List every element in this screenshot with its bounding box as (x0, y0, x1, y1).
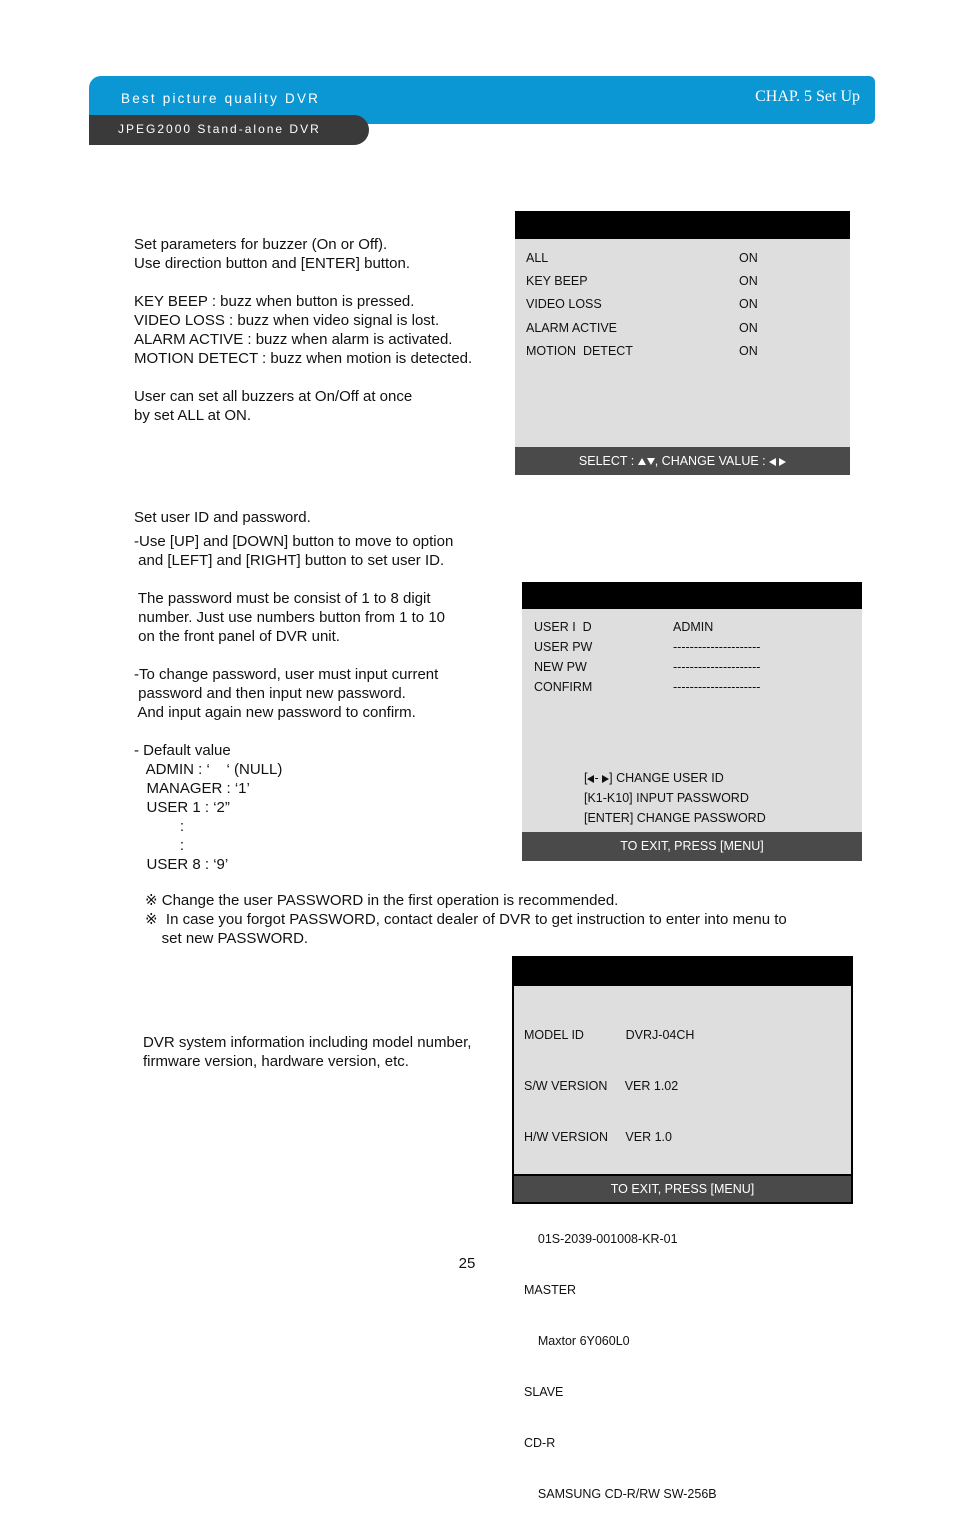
text-line: -Use [UP] and [DOWN] button to move to option (134, 533, 454, 550)
text-line: Use direction button and [ENTER] button. (134, 255, 410, 272)
osd-row-new-pw: NEW PW (534, 660, 587, 674)
text-line: number. Just use numbers button from 1 to 10 (134, 609, 446, 626)
text-line: MOTION DETECT : buzz when motion is detected. (134, 350, 473, 367)
text-line: Set parameters for buzzer (On or Off). (134, 236, 388, 253)
osd-value-user-pw: --------------------- (673, 640, 761, 654)
info-row-master-value: Maxtor 6Y060L0 (524, 1334, 630, 1348)
header-title: Best picture quality DVR (121, 91, 321, 106)
text-line: firmware version, hardware version, etc. (143, 1053, 409, 1070)
text-line: Set user ID and password. (134, 509, 311, 526)
text-line: - Default value (134, 742, 231, 759)
osd-value-key-beep: ON (739, 274, 758, 288)
osd-title-bar (522, 582, 862, 609)
text-line: ADMIN : ‘ ‘ (NULL) (134, 761, 283, 778)
text-line: USER 8 : ‘9’ (134, 856, 229, 873)
note-line: ※ Change the user PASSWORD in the first operation is recommended. (145, 892, 619, 909)
password-notes (145, 891, 787, 948)
text-line: : (134, 818, 185, 835)
arrow-left-icon (587, 775, 594, 783)
arrow-up-icon (638, 458, 646, 465)
text-line: VIDEO LOSS : buzz when video signal is lost. (134, 312, 440, 329)
osd-title-bar (515, 211, 850, 239)
text-line (134, 273, 472, 292)
osd-value-new-pw: --------------------- (673, 660, 761, 674)
osd-row-alarm-active: ALARM ACTIVE (526, 321, 617, 335)
text-line: The password must be consist of 1 to 8 digit (134, 590, 431, 607)
osd-row-user-pw: USER PW (534, 640, 593, 654)
osd-value-motion-detect: ON (739, 344, 758, 358)
chapter-label: CHAP. 5 Set Up (755, 88, 860, 105)
page-number: 25 (458, 1255, 476, 1272)
text-line (134, 646, 453, 665)
text-line: and [LEFT] and [RIGHT] button to set user ID. (134, 552, 445, 569)
password-osd-screen (522, 582, 862, 861)
osd-help-change-user: [ - ] CHANGE USER ID (584, 771, 724, 785)
osd-row-motion-detect: MOTION DETECT (526, 344, 633, 358)
info-row-cdr-value: SAMSUNG CD-R/RW SW-256B (524, 1487, 717, 1501)
text-line: User can set all buzzers at On/Off at once (134, 388, 413, 405)
text-line: : (134, 837, 185, 854)
arrow-down-icon (647, 458, 655, 465)
text-line: MANAGER : ‘1’ (134, 780, 250, 797)
text-line: password and then input new password. (134, 685, 406, 702)
osd-footer: TO EXIT, PRESS [MENU] (522, 832, 862, 861)
note-line: set new PASSWORD. (145, 930, 309, 947)
info-row-cdr: CD-R (524, 1436, 556, 1450)
info-row-master: MASTER (524, 1283, 577, 1297)
info-row-slave: SLAVE (524, 1385, 564, 1399)
osd-help-input-password: [K1-K10] INPUT PASSWORD (584, 791, 749, 805)
info-row-model-id: MODEL ID DVRJ-04CH (524, 1028, 695, 1042)
info-row-sw-version: S/W VERSION VER 1.02 (524, 1079, 679, 1093)
footer-change-label: , CHANGE VALUE : (654, 454, 770, 468)
text-line: on the front panel of DVR unit. (134, 628, 340, 645)
text-line: by set ALL at ON. (134, 407, 252, 424)
text-line (134, 722, 453, 741)
osd-value-confirm: --------------------- (673, 680, 761, 694)
osd-footer (515, 447, 850, 475)
footer-select-label: SELECT : (578, 454, 638, 468)
arrow-left-icon (769, 458, 776, 466)
text-line (134, 570, 453, 589)
info-row-hw-version: H/W VERSION VER 1.0 (524, 1130, 672, 1144)
text-line: -To change password, user must input current (134, 666, 439, 683)
info-description (143, 1033, 471, 1071)
buzzer-osd-screen (515, 211, 850, 475)
osd-row-user-id: USER I D (534, 620, 592, 634)
info-row-product-id-value: 01S-2039-001008-KR-01 (524, 1232, 678, 1246)
osd-value-alarm-active: ON (739, 321, 758, 335)
text-line: USER 1 : ‘2” (134, 799, 230, 816)
password-description (134, 532, 453, 874)
osd-row-confirm: CONFIRM (534, 680, 593, 694)
osd-row-video-loss: VIDEO LOSS (526, 297, 602, 311)
osd-footer: TO EXIT, PRESS [MENU] (514, 1176, 851, 1202)
text-line (134, 368, 472, 387)
text-line: DVR system information including model number, (143, 1034, 472, 1051)
osd-row-all: ALL (526, 251, 549, 265)
osd-help-enter: [ENTER] CHANGE PASSWORD (584, 811, 766, 825)
osd-value-user-id: ADMIN (673, 620, 714, 634)
buzzer-description (134, 235, 472, 425)
info-osd-screen (512, 956, 853, 1501)
osd-value-video-loss: ON (739, 297, 758, 311)
text-line: And input again new password to confirm. (134, 704, 416, 721)
arrow-right-icon (779, 458, 786, 466)
text-line: KEY BEEP : buzz when button is pressed. (134, 293, 415, 310)
header-subtitle: JPEG2000 Stand-alone DVR (118, 122, 321, 136)
password-intro (134, 508, 311, 527)
osd-value-all: ON (739, 251, 758, 265)
text-line: ALARM ACTIVE : buzz when alarm is activated. (134, 331, 453, 348)
osd-row-key-beep: KEY BEEP (526, 274, 588, 288)
note-line: ※ In case you forgot PASSWORD, contact dealer of DVR to get instruction to enter into menu to (145, 911, 787, 928)
